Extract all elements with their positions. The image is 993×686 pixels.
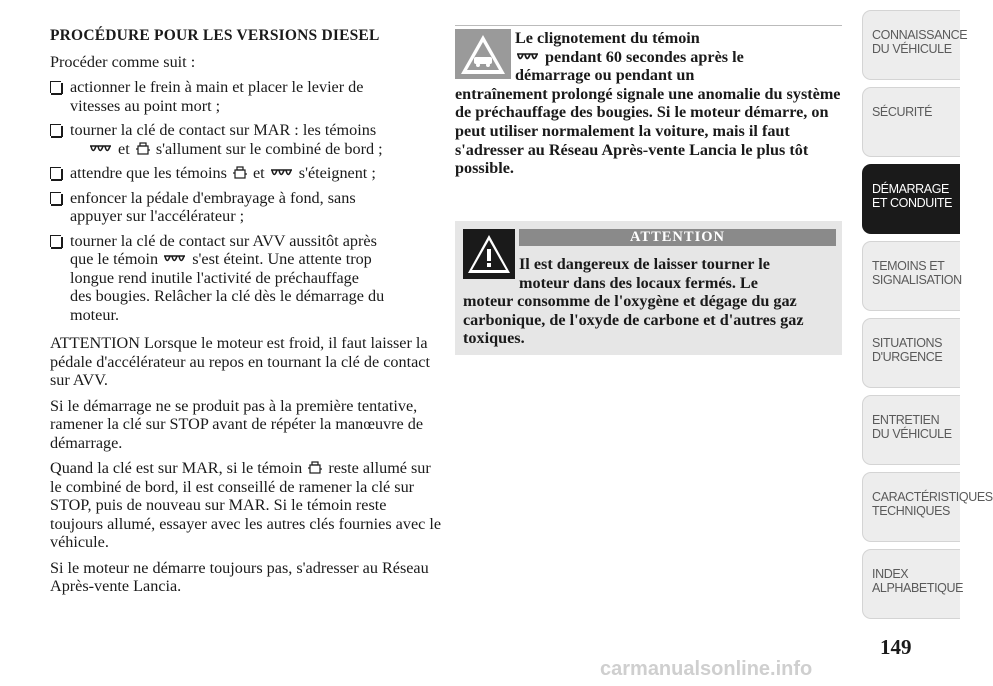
notice-text: moteur dans des locaux fermés. Le (519, 273, 758, 292)
list-item-text: s'éteignent ; (298, 164, 376, 182)
main-text-column (50, 27, 442, 603)
glow-plug-icon (163, 254, 187, 267)
checkbox-bullet-icon (50, 124, 61, 136)
tab-index-alphabetique[interactable]: INDEX ALPHABETIQUE (862, 549, 960, 619)
tab-connaissance-du-vehicule[interactable]: CONNAISSANCE DU VÉHICULE (862, 10, 960, 80)
notice-text: Il est dangereux de laisser tourner le (519, 255, 770, 273)
list-item-text: s'est éteint. Une attente trop (192, 250, 372, 268)
list-item (50, 121, 442, 158)
checkbox-bullet-icon (50, 81, 61, 93)
paragraph: Si le moteur ne démarre toujours pas, s'adresser au Réseau Après-vente Lancia. (50, 558, 429, 595)
glow-plug-icon (516, 52, 540, 65)
glow-plug-warning-note (455, 29, 842, 178)
list-item-text: tourner la clé de contact sur AVV aussitôt après (70, 231, 377, 250)
paragraph: ATTENTION Lorsque le moteur est froid, il faut laisser la pédale d'accélérateur au repos en tournant la clé de contact sur AVV. (50, 334, 430, 389)
checkbox-bullet-icon (50, 167, 61, 179)
list-item-text: longue rend inutile l'activité de préchauffage (70, 268, 359, 287)
list-item-text: que le témoin (70, 250, 159, 268)
intro-text: Procéder comme suit : (50, 52, 196, 71)
list-item-text: et (252, 164, 265, 182)
note-column (455, 29, 842, 178)
paragraph (50, 459, 442, 552)
list-item-text: des bougies. Relâcher la clé dès le démarrage du (70, 287, 385, 305)
list-item-text: et (118, 139, 130, 158)
checkbox-bullet-icon (50, 192, 61, 204)
glow-plug-icon (89, 144, 113, 157)
list-item-text: enfoncer la pédale d'embrayage à fond, sans (70, 188, 356, 207)
tab-caracteristiques-techniques[interactable]: CARACTÉRISTIQUES TECHNIQUES (862, 472, 960, 542)
section-heading: PROCÉDURE POUR LES VERSIONS DIESEL (50, 27, 380, 44)
tab-temoins-et-signalisation[interactable]: TEMOINS ET SIGNALISATION (862, 241, 960, 311)
page-number: 149 (880, 635, 912, 659)
warning-triangle-icon (455, 29, 511, 79)
watermark: carmanualsonline.info (600, 658, 813, 680)
notice-text: moteur consomme de l'oxygène et dégage du gaz carbonique, de l'oxyde de carbone et d'autres gaz toxiques. (463, 292, 804, 348)
tab-demarrage-et-conduite[interactable]: DÉMARRAGE ET CONDUITE (862, 164, 960, 234)
note-text: entraînement prolongé signale une anomalie du système de préchauffage des bougies. Si le moteur démarre, on peut utiliser normalement la voiture, mais il faut s'adresser au Réseau Après-vente Lancia le plus tôt possible. (455, 84, 841, 178)
list-item-text: attendre que les témoins (70, 164, 227, 182)
note-text: pendant 60 secondes après le (545, 47, 744, 66)
notice-body (463, 255, 838, 348)
tab-situations-d-urgence[interactable]: SITUATIONS D'URGENCE (862, 318, 960, 388)
list-item-text: tourner la clé de contact sur MAR : les témoins (70, 121, 377, 139)
list-item-text: actionner le frein à main et placer le levier de (70, 78, 364, 96)
list-item-text: s'allument sur le combiné de bord ; (155, 139, 383, 158)
tab-entretien-du-vehicule[interactable]: ENTRETIEN DU VÉHICULE (862, 395, 960, 465)
engine-fault-icon (232, 165, 248, 181)
list-item-text: vitesses au point mort ; (70, 96, 221, 115)
divider (455, 25, 842, 26)
list-item (50, 189, 442, 226)
list-item (50, 78, 442, 115)
paragraph-text: Quand la clé est sur MAR, si le témoin (50, 459, 303, 477)
list-item (50, 232, 442, 325)
note-text: Le clignotement du témoin (515, 29, 700, 47)
list-item-text: moteur. (70, 305, 120, 324)
danger-notice-box (455, 221, 842, 355)
checkbox-bullet-icon (50, 235, 61, 247)
paragraph-text: reste allumé sur le combiné de bord, il est conseillé de ramener la clé sur STOP, puis de nouveau sur MAR. Si le témoin reste toujours allumé, essayer avec les autres clés fournies avec le véhicule. (50, 459, 442, 551)
tab-securite[interactable]: SÉCURITÉ (862, 87, 960, 157)
engine-fault-icon (135, 141, 151, 157)
paragraph: Si le démarrage ne se produit pas à la première tentative, ramener la clé sur STOP avant de répéter la manœuvre de démarrage. (50, 396, 424, 452)
note-line (455, 48, 842, 67)
notice-title: ATTENTION (519, 229, 836, 246)
note-text: démarrage ou pendant un (515, 66, 695, 85)
list-item-text: appuyer sur l'accélérateur ; (70, 207, 245, 225)
engine-fault-icon (307, 460, 323, 476)
glow-plug-icon (270, 168, 294, 181)
list-item (50, 164, 442, 183)
